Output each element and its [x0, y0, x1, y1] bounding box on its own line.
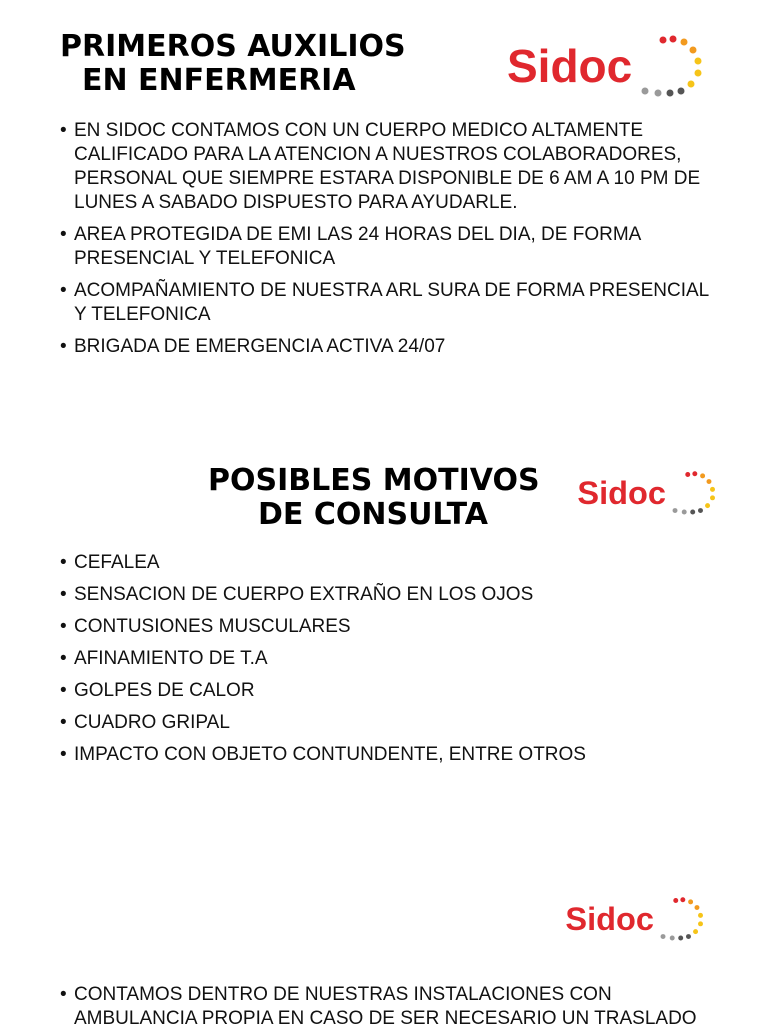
logo-dot — [670, 936, 675, 941]
logo-dot — [710, 495, 715, 500]
sidoc-logo-3 — [564, 896, 709, 946]
list-item: • SENSACION DE CUERPO EXTRAÑO EN LOS OJOS — [60, 583, 710, 607]
logo-dot — [700, 473, 705, 478]
section1-title-line2: EN ENFERMERIA — [82, 63, 356, 98]
list-item: • GOLPES DE CALOR — [60, 679, 710, 703]
logo-dot — [667, 90, 674, 97]
logo-dot — [688, 899, 693, 904]
list-item: • AREA PROTEGIDA DE EMI LAS 24 HORAS DEL DIA, DE FORMA PRESENCIAL Y TELEFONICA — [60, 223, 710, 271]
section2-title-line1: POSIBLES MOTIVOS — [208, 463, 540, 498]
sidoc-logo-mark — [505, 34, 710, 104]
logo-dot — [698, 921, 703, 926]
section2-title-line2: DE CONSULTA — [258, 497, 488, 532]
list-item: • CONTUSIONES MUSCULARES — [60, 615, 710, 639]
logo-dot — [688, 81, 695, 88]
logo-dot — [680, 897, 685, 902]
logo-dot — [692, 471, 697, 476]
list-item: • CEFALEA — [60, 551, 710, 575]
logo-dot — [690, 47, 697, 54]
logo-dot — [661, 934, 666, 939]
logo-dot — [660, 37, 667, 44]
list-item: • BRIGADA DE EMERGENCIA ACTIVA 24/07 — [60, 335, 710, 359]
sidoc-logo-text: Sidoc — [577, 475, 666, 512]
list-item: • CUADRO GRIPAL — [60, 711, 710, 735]
logo-dot — [655, 90, 662, 97]
logo-dot — [705, 503, 710, 508]
logo-dot — [693, 929, 698, 934]
logo-dot — [685, 472, 690, 477]
list-item: • ACOMPAÑAMIENTO DE NUESTRA ARL SURA DE FORMA PRESENCIAL Y TELEFONICA — [60, 279, 710, 327]
list-item: • CONTAMOS DENTRO DE NUESTRAS INSTALACIONES CON AMBULANCIA PROPIA EN CASO DE SER NECESARIO UN TRASLADO — [60, 983, 710, 1031]
logo-dot — [670, 36, 677, 43]
section1-bullets — [60, 119, 710, 359]
logo-dot — [710, 487, 715, 492]
logo-dot — [695, 905, 700, 910]
logo-dot — [673, 898, 678, 903]
sidoc-logo-2 — [576, 470, 721, 520]
sidoc-logo-mark — [576, 470, 721, 520]
sidoc-logo-1 — [505, 34, 710, 104]
section2-title — [208, 464, 568, 532]
logo-dot — [695, 70, 702, 77]
section1-title — [60, 30, 490, 98]
sidoc-logo-text: Sidoc — [507, 40, 633, 92]
section1-title-line1: PRIMEROS AUXILIOS — [60, 29, 406, 64]
logo-dot — [673, 508, 678, 513]
sidoc-logo-text: Sidoc — [565, 901, 654, 938]
logo-dot — [642, 88, 649, 95]
list-item: • IMPACTO CON OBJETO CONTUNDENTE, ENTRE OTROS — [60, 743, 710, 767]
logo-dot — [678, 936, 683, 941]
section2-bullets — [60, 551, 710, 767]
sidoc-logo-mark — [564, 896, 709, 946]
logo-dot — [707, 479, 712, 484]
logo-dot — [690, 510, 695, 515]
logo-dot — [678, 88, 685, 95]
logo-dot — [698, 913, 703, 918]
logo-dot — [686, 934, 691, 939]
logo-dot — [695, 58, 702, 65]
logo-dot — [698, 508, 703, 513]
logo-dot — [682, 510, 687, 515]
logo-dot — [681, 39, 688, 46]
list-item: • EN SIDOC CONTAMOS CON UN CUERPO MEDICO ALTAMENTE CALIFICADO PARA LA ATENCION A NUESTROS COLABORADORES, PERSONAL QUE SIEMPRE ESTARA DISPONIBLE DE 6 AM A 10 PM DE LUNES A SABADO DISPUESTO PARA AYUDARLE. — [60, 119, 710, 215]
list-item: • AFINAMIENTO DE T.A — [60, 647, 710, 671]
